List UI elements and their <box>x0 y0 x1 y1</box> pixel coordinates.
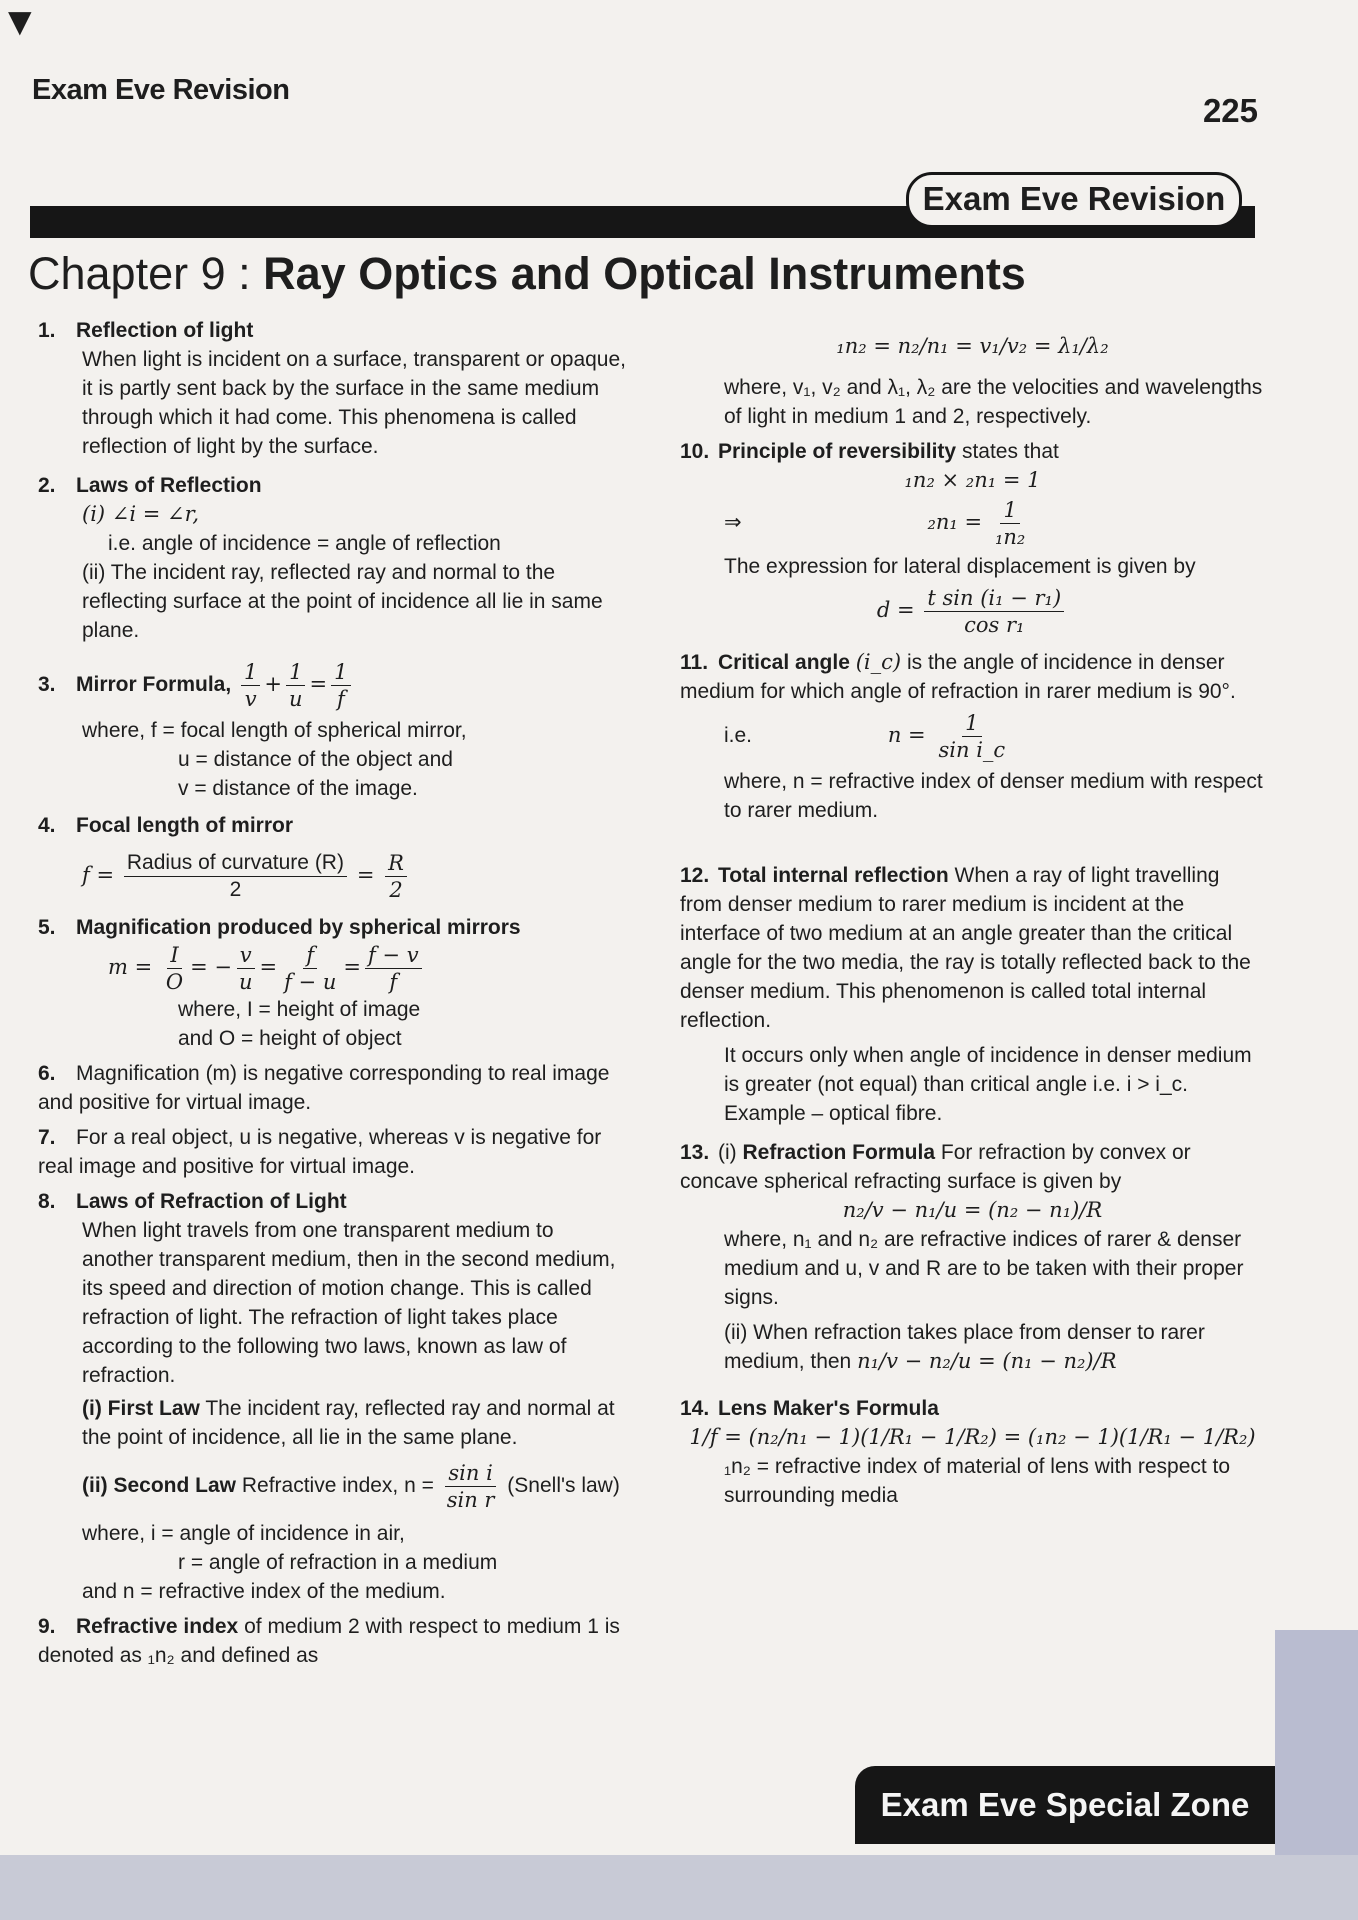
item-number: 1. <box>38 319 56 342</box>
fraction-denominator: ₁n₂ <box>994 525 1026 549</box>
where-line: f = focal length of spherical mirror, <box>150 719 467 742</box>
section-body: is the angle of incidence in denser medium for which angle of refraction in rarer medium is 90°. <box>680 651 1236 703</box>
focal-length-formula: f = $\frac{\text{Radius of curvature (R)}}{2}$ = $\frac{R}{2}$ <box>38 850 628 903</box>
chapter-heading <box>28 248 1026 300</box>
item-number: 5. <box>38 916 56 940</box>
where-line: where, i = angle of incidence in air, <box>82 1522 405 1546</box>
chapter-label: Chapter 9 : <box>28 248 251 299</box>
fraction-numerator: Radius of curvature (R) <box>124 850 347 877</box>
item-number: 12. <box>680 864 710 887</box>
fraction-numerator: 1 <box>1000 497 1019 524</box>
section-title: Principle of reversibility <box>718 440 957 463</box>
refraction-formula: n₂/v − n₁/u = (n₂ − n₁)/R <box>842 1198 1103 1222</box>
item-number: 10. <box>680 440 710 463</box>
sub-label: (i) <box>718 1141 737 1164</box>
section-title: Reflection of light <box>76 319 254 342</box>
footer-zone-tab: Exam Eve Special Zone <box>855 1766 1275 1844</box>
mirror-formula: $\frac{1}{v}$ + $\frac{1}{u}$ = $\frac{1}{f}$ <box>237 672 355 696</box>
magnification-formula: m = $\frac{I}{O}$ = − $\frac{v}{u}$ = $\frac{f}{f - u}$ = $\frac{f - v}{f}$ <box>38 942 628 995</box>
section-body: When light travels from one transparent medium to another transparent medium, then in the second medium, its speed and direction of motion change. This is called refraction of light. The refraction of light takes place according to the following two laws, known as law of refraction. <box>82 1219 616 1388</box>
section-body: i.e. angle of incidence = angle of reflection <box>108 532 501 555</box>
law-text: The incident ray, reflected ray and normal at the point of incidence, all lie in the same plane. <box>82 1397 615 1450</box>
section-body: where, v₁, v₂ and λ₁, λ₂ are the velocities and wavelengths of light in medium 1 and 2, respectively. <box>724 376 1263 428</box>
item-number: 2. <box>38 474 56 497</box>
section-body: where, n₁ and n₂ are refractive indices of rarer & denser medium and u, v and R are to be taken with their proper signs. <box>724 1228 1244 1309</box>
section-body: For a real object, u is negative, whereas v is negative for real image and positive for virtual image. <box>38 1126 602 1179</box>
where-line: and n = refractive index of the medium. <box>82 1580 446 1604</box>
fraction-denominator: sin i_c <box>938 738 1006 762</box>
snell-label: (Snell's law) <box>507 1474 620 1498</box>
section-body: For refraction by convex or concave spherical refracting surface is given by <box>680 1141 1191 1193</box>
where-line: v = distance of the image. <box>178 777 418 800</box>
law-label: (i) First Law <box>82 1397 200 1421</box>
where-line: r = angle of refraction in a medium <box>178 1551 498 1575</box>
fraction-numerator: t sin (i₁ − r₁) <box>924 585 1064 612</box>
section-body: of medium 2 with respect to medium 1 is denoted as ₁n₂ and defined as <box>38 1615 620 1668</box>
item-number: 11. <box>680 651 709 674</box>
corner-arrow-icon: ▼ <box>0 0 40 44</box>
ie-label: i.e. <box>724 724 753 748</box>
section-title: Refractive index <box>76 1615 239 1639</box>
section-title: Laws of Refraction of Light <box>76 1190 347 1214</box>
section-body: states that <box>961 440 1059 463</box>
section-body: When light is incident on a surface, transparent or opaque, it is partly sent back by the surface in the same medium through which it had come. This phenomena is called reflection of light by the surface. <box>82 348 626 458</box>
section-body: Magnification (m) is negative corresponding to real image and positive for virtual image. <box>38 1062 610 1115</box>
item-number: 3. <box>38 673 56 696</box>
section-body: (ii) The incident ray, reflected ray and normal to the reflecting surface at the point of incidence all lie in same plane. <box>82 561 603 642</box>
formula-lhs: n = <box>887 723 926 748</box>
lens-maker-formula: 1/f = (n₂/n₁ − 1)(1/R₁ − 1/R₂) = (₁n₂ − 1)(1/R₁ − 1/R₂) <box>689 1425 1256 1449</box>
scan-bottom-strip <box>0 1855 1358 1920</box>
section-body: where, n = refractive index of denser medium with respect to rarer medium. <box>724 770 1263 822</box>
formula-lhs: m = <box>108 955 153 980</box>
refractive-index-formula: ₁n₂ = n₂/n₁ = v₁/v₂ = λ₁/λ₂ <box>836 334 1109 358</box>
section-title: Magnification produced by spherical mirrors <box>76 916 521 940</box>
section-title: Total internal reflection <box>718 864 949 887</box>
page-number: 225 <box>1202 92 1258 129</box>
reversibility-equation: ₁n₂ × ₂n₁ = 1 <box>904 468 1041 492</box>
item-number: 8. <box>38 1190 56 1214</box>
banner-badge: Exam Eve Revision <box>906 172 1242 228</box>
item-number: 4. <box>38 814 56 837</box>
where-label: where, <box>82 719 146 742</box>
right-column <box>680 332 1265 1510</box>
implies-arrow-icon: ⇒ <box>724 511 742 535</box>
section-title: Laws of Reflection <box>76 474 262 497</box>
section-body: ₁n₂ = refractive index of material of lens with respect to surrounding media <box>724 1455 1231 1507</box>
section-title: Critical angle <box>718 651 850 674</box>
refraction-formula-denser: n₁/v − n₂/u = (n₁ − n₂)/R <box>857 1349 1117 1373</box>
item-number: 7. <box>38 1126 56 1150</box>
fraction-numerator: 1 <box>962 710 981 737</box>
item-number: 6. <box>38 1062 56 1086</box>
section-body: When a ray of light travelling from denser medium to rarer medium is incident at the interface of two medium at an angle greater than the critical angle for the two media, the ray is totally reflected back to the denser medium. This phenomenon is called total internal reflection. <box>680 864 1251 1032</box>
fraction-denominator: cos r₁ <box>964 613 1025 637</box>
section-body: It occurs only when angle of incidence in denser medium is greater (not equal) than critical angle i.e. i > i_c. Example – optical fibre. <box>724 1044 1252 1125</box>
section-body: (ii) When refraction takes place from denser to rarer medium, then <box>724 1321 1205 1373</box>
formula-lhs: d = <box>876 598 915 623</box>
law-label: (ii) Second Law <box>82 1474 237 1498</box>
section-title: Mirror Formula, <box>76 673 232 696</box>
formula-text: (i_c) <box>855 650 902 674</box>
section-title: Focal length of mirror <box>76 814 294 837</box>
law-text: Refractive index, n = <box>241 1474 434 1498</box>
section-body: The expression for lateral displacement is given by <box>724 555 1196 578</box>
formula-lhs: ₂n₁ = <box>927 510 983 535</box>
formula-text: (i) ∠i = ∠r, <box>82 502 200 526</box>
running-title: Exam Eve Revision <box>32 74 290 106</box>
item-number: 14. <box>680 1397 710 1420</box>
chapter-title: Ray Optics and Optical Instruments <box>263 248 1026 299</box>
item-number: 13. <box>680 1141 710 1164</box>
where-line: where, I = height of image <box>178 998 421 1022</box>
formula-lhs: f = <box>82 863 115 888</box>
section-title: Refraction Formula <box>742 1141 936 1164</box>
where-line: and O = height of object <box>178 1027 402 1051</box>
section-title: Lens Maker's Formula <box>718 1397 939 1420</box>
left-column: 1. Reflection of light When light is incident on a surface, transparent or opaque, it is partly sent back by the surface in the same medium through which it had come. This phenomena is called reflection of light by the surface. 2. Laws of Reflection (i) ∠i = ∠r, i.e. angle of incidence = angle of reflection (ii) The incident ray, reflected ray and normal to the reflecting surface at the point of incidence all lie in same plane. 3. Mirror Formula, $\frac{1}{v}$ + $\frac{1}{u}$ = $\frac{1}{f}$ where, f = focal length of spherical mirror, u = distance of the object and v = distance of the image. 4. Focal length of mirror f = $\frac{\text{Radius of curvature (R)}}{2}$ = $\frac{R}{2}$ 5. Magnification produced by spherical mirrors m = $\frac{I}{O}$ = − $\frac{v}{u}$ = $\frac{f}{f - u}$ = $\frac{f - v}{f}$ where, I = height of image and O = height of object 6. Magnification (m) is negative corresponding to real image and positive for virtual image. 7. For a real object, u is negative, whereas v is negative for real image and positive for virtual image. 8. Laws of Refraction of Light When light travels from one transparent medium to another transparent medium, then in the second medium, its speed and direction of motion change. This is called refraction of light. The refraction of light takes place according to the following two laws, known as law of refraction. (i) First Law The incident ray, reflected ray and normal at the point of incidence, all lie in the same plane. (ii) Second Law Refractive index, n = $\frac{\text{sin i}}{\text{sin r}}$ (Snell's law) where, i = angle of incidence in air, r = angle of refraction in a medium and n = refractive index of the medium. 9. Refractive index of medium 2 with respect to medium 1 is denoted as ₁n₂ and defined as <box>38 316 628 1670</box>
fraction-denominator: 2 <box>229 878 242 901</box>
item-number: 9. <box>38 1615 56 1639</box>
where-line: u = distance of the object and <box>178 748 453 771</box>
